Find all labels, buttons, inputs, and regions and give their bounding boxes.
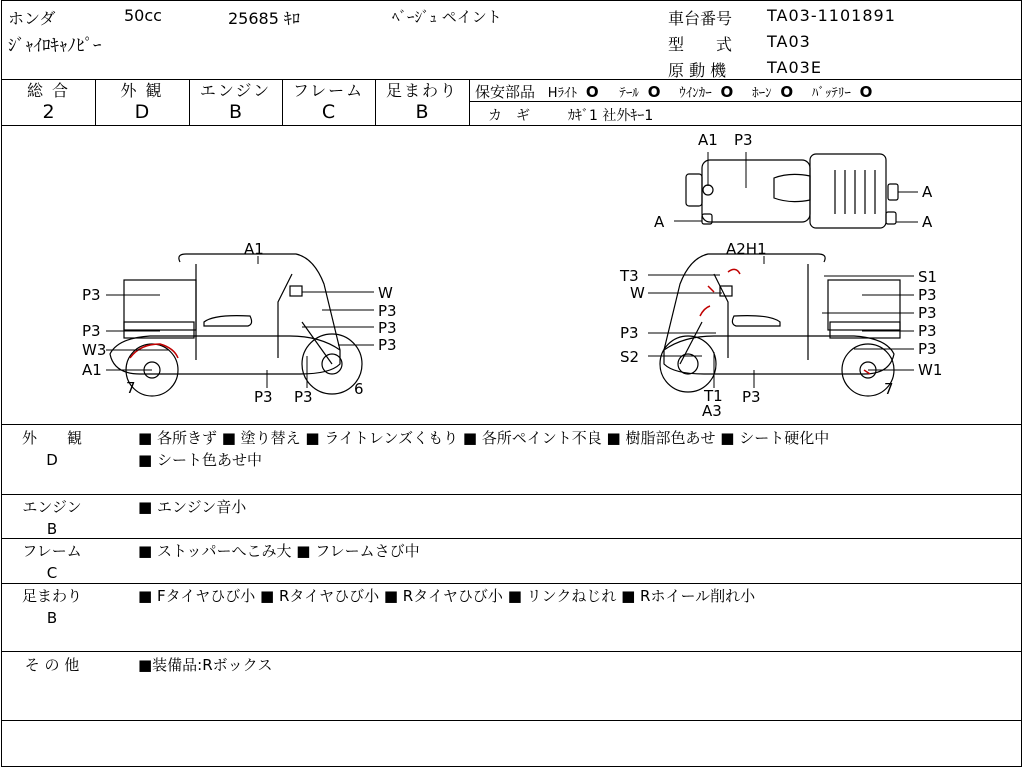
frame-number-value: TA03-1101891 [767,6,896,25]
label-a: A [654,213,665,231]
check-mark: O [585,83,599,101]
mileage: 25685 ｷﾛ [228,9,301,28]
grade-frame: フレーム C [292,81,365,123]
check-mark: O [780,83,794,101]
leader-lines [106,152,918,388]
label-p3: P3 [294,388,313,406]
label-a2h1: A2H1 [726,240,767,258]
label-a1: A1 [244,240,264,258]
scooter-top-view [686,154,898,228]
label-6: 6 [354,380,364,398]
label-a: A [922,213,933,231]
displacement: 50cc [124,6,162,25]
frame-number-label: 車台番号 [668,9,733,28]
section-suspension-title: 足まわり B [21,587,82,627]
label-p3: P3 [254,388,273,406]
section-exterior-title: 外 観 D [21,429,82,469]
model-name: ｼﾞｬｲﾛｷｬﾉﾋﾟｰ [8,36,102,56]
section-exterior-line: ■ 各所きず ■ 塗り替え ■ ライトレンズくもり ■ 各所ペイント不良 ■ 樹脂部色あせ ■ シート硬化中 [138,429,830,447]
label-p3: P3 [918,340,937,358]
label-a1: A1 [82,361,102,379]
label-t3: T3 [620,267,639,285]
label-p3: P3 [918,304,937,322]
label-w: W [378,284,393,302]
section-suspension-line: ■ Fタイヤひび小 ■ Rタイヤひび小 ■ Rタイヤひび小 ■ リンクねじれ ■ Rホイール削れ小 [138,587,756,605]
label-7: 7 [884,380,894,398]
label-a1: A1 [698,131,718,149]
check-mark: O [720,83,734,101]
divider [2,424,1021,425]
safety-parts: 保安部品 Hﾗｲﾄ O ﾃｰﾙ O ｳｲﾝｶｰ O ﾎｰﾝ O ﾊﾞｯﾃﾘｰ O [475,83,873,101]
model-type-value: TA03 [767,32,811,51]
label-p3: P3 [378,336,397,354]
label-p3: P3 [378,319,397,337]
label-w1: W1 [918,361,943,379]
label-a: A [922,183,933,201]
label-w3: W3 [82,341,107,359]
label-7: 7 [126,379,136,397]
section-other-line: ■装備品:Rボックス [138,656,273,674]
model-type-label: 型 式 [668,35,733,54]
maker: ホンダ [8,9,56,28]
section-frame-title: フレーム C [22,542,82,582]
inspection-sheet [1,0,1022,767]
damage-diagram [2,126,1021,423]
engine-model-value: TA03E [767,58,822,77]
label-s1: S1 [918,268,938,286]
section-exterior-line: ■ シート色あせ中 [138,451,262,469]
section-frame-line: ■ ストッパーへこみ大 ■ フレームさび中 [138,542,420,560]
grade-exterior: 外 観 D [120,81,164,123]
damage-marks [130,269,870,374]
label-p3: P3 [82,286,101,304]
label-t1: T1 [704,387,723,405]
body-color: ﾍﾞｰｼﾞｭ ペイント [392,8,502,26]
section-engine-line: ■ エンジン音小 [138,498,247,516]
key-value: ｶｷﾞ1 社外ｷｰ1 [568,108,654,124]
diagram-labels [82,131,942,420]
label-p3: P3 [742,388,761,406]
check-mark: O [859,83,873,101]
label-p3: P3 [378,302,397,320]
label-w: W [630,284,645,302]
grade-engine: エンジン B [199,81,272,123]
engine-model-label: 原 動 機 [668,61,727,80]
label-p3: P3 [620,324,639,342]
label-a3: A3 [702,402,722,420]
scooter-left-view [110,254,362,396]
grade-suspension: 足まわり B [385,81,458,123]
label-p3: P3 [918,322,937,340]
label-p3: P3 [918,286,937,304]
key-label: カ ギ [488,108,530,124]
grade-overall: 総 合 2 [26,81,71,123]
label-p3: P3 [82,322,101,340]
label-s2: S2 [620,348,640,366]
section-engine-title: エンジン B [22,498,82,538]
divider [2,79,1021,80]
label-p3: P3 [734,131,753,149]
section-other-title: そ の 他 [24,656,80,674]
check-mark: O [647,83,661,101]
